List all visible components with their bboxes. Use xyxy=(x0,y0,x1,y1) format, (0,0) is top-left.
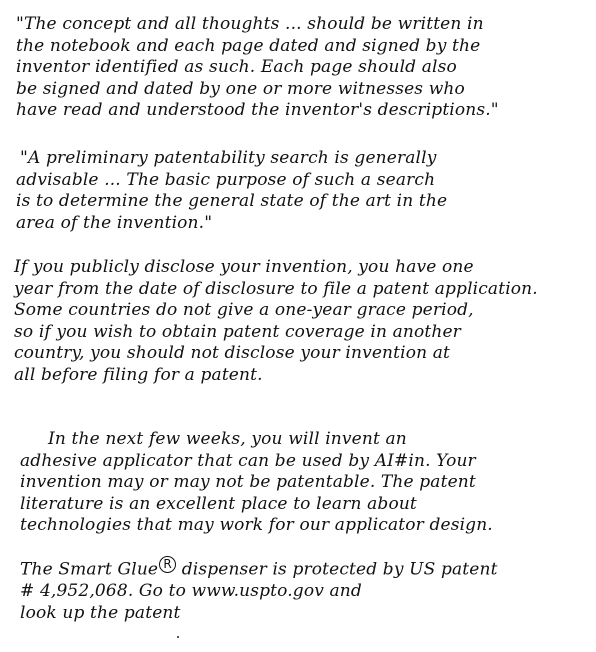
text-line: all before filing for a patent. xyxy=(14,364,263,385)
text-line: technologies that may work for our applicator design. xyxy=(20,515,493,535)
text-line: is to determine the general state of the art in the xyxy=(16,191,448,211)
smart-glue-patent-paragraph xyxy=(20,556,498,624)
text-line: advisable ... The basic purpose of such a search xyxy=(16,169,436,190)
text-line: inventor identified as such. Each page should also xyxy=(16,57,457,77)
text-line: "The concept and all thoughts ... should be written in xyxy=(16,14,484,34)
registered-trademark-icon: R xyxy=(159,556,176,573)
text-line: # 4,952,068. Go to www.uspto.gov and xyxy=(20,581,362,602)
product-name-text: The Smart Glue xyxy=(20,559,159,580)
patent-statement-text: dispenser is protected by US patent xyxy=(176,559,498,580)
patentability-search-quote-paragraph xyxy=(16,148,447,234)
invention-assignment-paragraph xyxy=(20,429,493,537)
public-disclosure-paragraph xyxy=(14,257,538,386)
text-line: have read and understood the inventor's descriptions." xyxy=(16,100,499,120)
text-line: adhesive applicator that can be used by AI#in. Your xyxy=(20,450,476,471)
text-line: year from the date of disclosure to file a patent application. xyxy=(14,278,538,299)
text-line: country, you should not disclose your invention at xyxy=(14,343,451,363)
text-line: In the next few weeks, you will invent an xyxy=(48,429,407,449)
text-line: invention may or may not be patentable. The patent xyxy=(20,472,476,492)
text-line: area of the invention." xyxy=(16,212,213,233)
text-line: look up the patent xyxy=(20,602,181,623)
stray-mark xyxy=(177,636,179,638)
text-line: If you publicly disclose your invention, you have one xyxy=(14,257,474,277)
text-line: "A preliminary patentability search is generally xyxy=(20,148,437,168)
text-line: be signed and dated by one or more witnesses who xyxy=(16,78,465,99)
text-line: Some countries do not give a one-year grace period, xyxy=(14,300,474,320)
notebook-quote-paragraph xyxy=(16,14,499,122)
text-line: the notebook and each page dated and signed by the xyxy=(16,35,481,56)
text-line xyxy=(20,556,498,581)
text-line: so if you wish to obtain patent coverage in another xyxy=(14,321,461,342)
text-line: literature is an excellent place to learn about xyxy=(20,493,417,514)
